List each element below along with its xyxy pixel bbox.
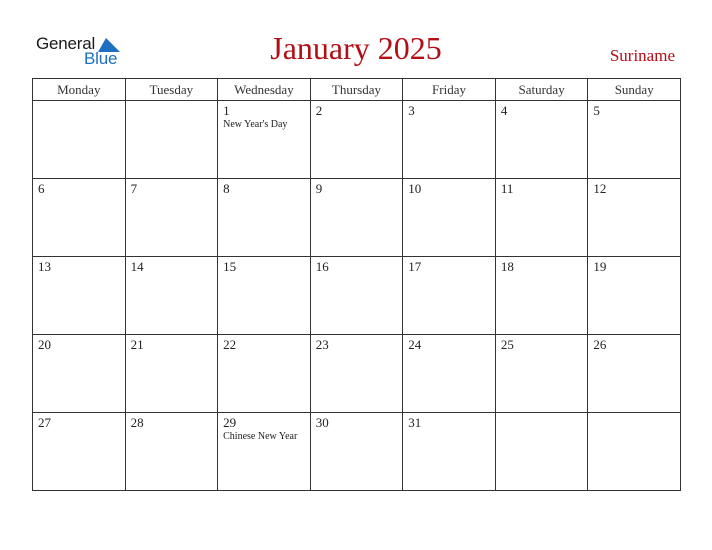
weekday-header: Friday [403,79,496,101]
day-number: 31 [408,415,422,430]
day-number: 24 [408,337,422,352]
weekday-header: Sunday [588,79,681,101]
day-number: 29 [223,415,237,430]
day-number: 9 [315,181,323,196]
day-number: 3 [408,103,415,118]
weekday-header: Wednesday [218,79,311,101]
calendar-day-cell [310,179,403,257]
day-number: 30 [315,415,329,430]
weekday-header-row [33,79,681,101]
calendar-day-cell [33,257,126,335]
calendar-day-cell [588,413,681,491]
calendar-day-cell [218,179,311,257]
calendar-day-cell [403,335,496,413]
calendar-day-cell [588,179,681,257]
calendar-day-cell [310,101,403,179]
calendar-day-cell [403,179,496,257]
weekday-header: Monday [33,79,126,101]
day-number: 19 [593,259,607,274]
day-number: 17 [408,259,422,274]
calendar-day-cell [310,335,403,413]
calendar-day-cell [495,179,588,257]
day-number: 4 [500,103,508,118]
day-number: 28 [130,415,144,430]
calendar-day-cell [403,101,496,179]
calendar-week-row [33,413,681,491]
calendar-day-cell [403,257,496,335]
day-number: 16 [315,259,329,274]
day-number: 6 [38,181,45,196]
calendar-day-cell [33,179,126,257]
calendar-day-cell [588,257,681,335]
day-number: 18 [500,259,514,274]
calendar-day-cell [495,101,588,179]
logo-text-blue: Blue [84,49,118,68]
weekday-header: Thursday [310,79,403,101]
holiday-label: New Year's Day [223,119,288,130]
day-number: 15 [223,259,237,274]
day-number: 25 [500,337,514,352]
weekday-header: Tuesday [125,79,218,101]
day-number: 13 [38,259,51,274]
day-number: 21 [130,337,144,352]
calendar-day-cell [218,101,311,179]
day-number: 22 [223,337,237,352]
day-number: 8 [223,181,230,196]
page-title: January 2025 [270,30,442,66]
holiday-label: Chinese New Year [223,431,298,442]
calendar-week-row [33,257,681,335]
calendar-day-cell [33,335,126,413]
day-number: 23 [315,337,329,352]
day-number: 10 [408,181,422,196]
calendar-day-cell [310,413,403,491]
calendar-week-row [33,335,681,413]
calendar-day-cell [310,257,403,335]
calendar-week-row [33,101,681,179]
calendar-day-cell [403,413,496,491]
calendar-day-cell [588,335,681,413]
calendar-grid [32,78,681,491]
calendar-body [33,101,681,491]
calendar-day-cell [218,413,311,491]
calendar-day-cell [33,413,126,491]
logo-text-general: General [36,34,96,53]
calendar-day-cell [218,335,311,413]
day-number: 1 [223,103,230,118]
calendar-day-cell [125,257,218,335]
day-number: 20 [38,337,51,352]
day-number: 27 [38,415,51,430]
calendar-day-cell [125,101,218,179]
calendar-day-cell [495,335,588,413]
calendar-day-cell [495,413,588,491]
calendar-week-row [33,179,681,257]
calendar-day-cell [495,257,588,335]
day-number: 5 [593,103,600,118]
day-number: 14 [130,259,144,274]
weekday-header: Saturday [495,79,588,101]
day-number: 7 [130,181,138,196]
calendar-day-cell [218,257,311,335]
day-number: 12 [593,181,607,196]
day-number: 11 [500,181,514,196]
day-number: 2 [315,103,323,118]
calendar-day-cell [588,101,681,179]
calendar-day-cell [125,335,218,413]
calendar-day-cell [125,179,218,257]
country-label: Suriname [609,46,675,65]
day-number: 26 [593,337,607,352]
calendar-day-cell [33,101,126,179]
calendar-day-cell [125,413,218,491]
